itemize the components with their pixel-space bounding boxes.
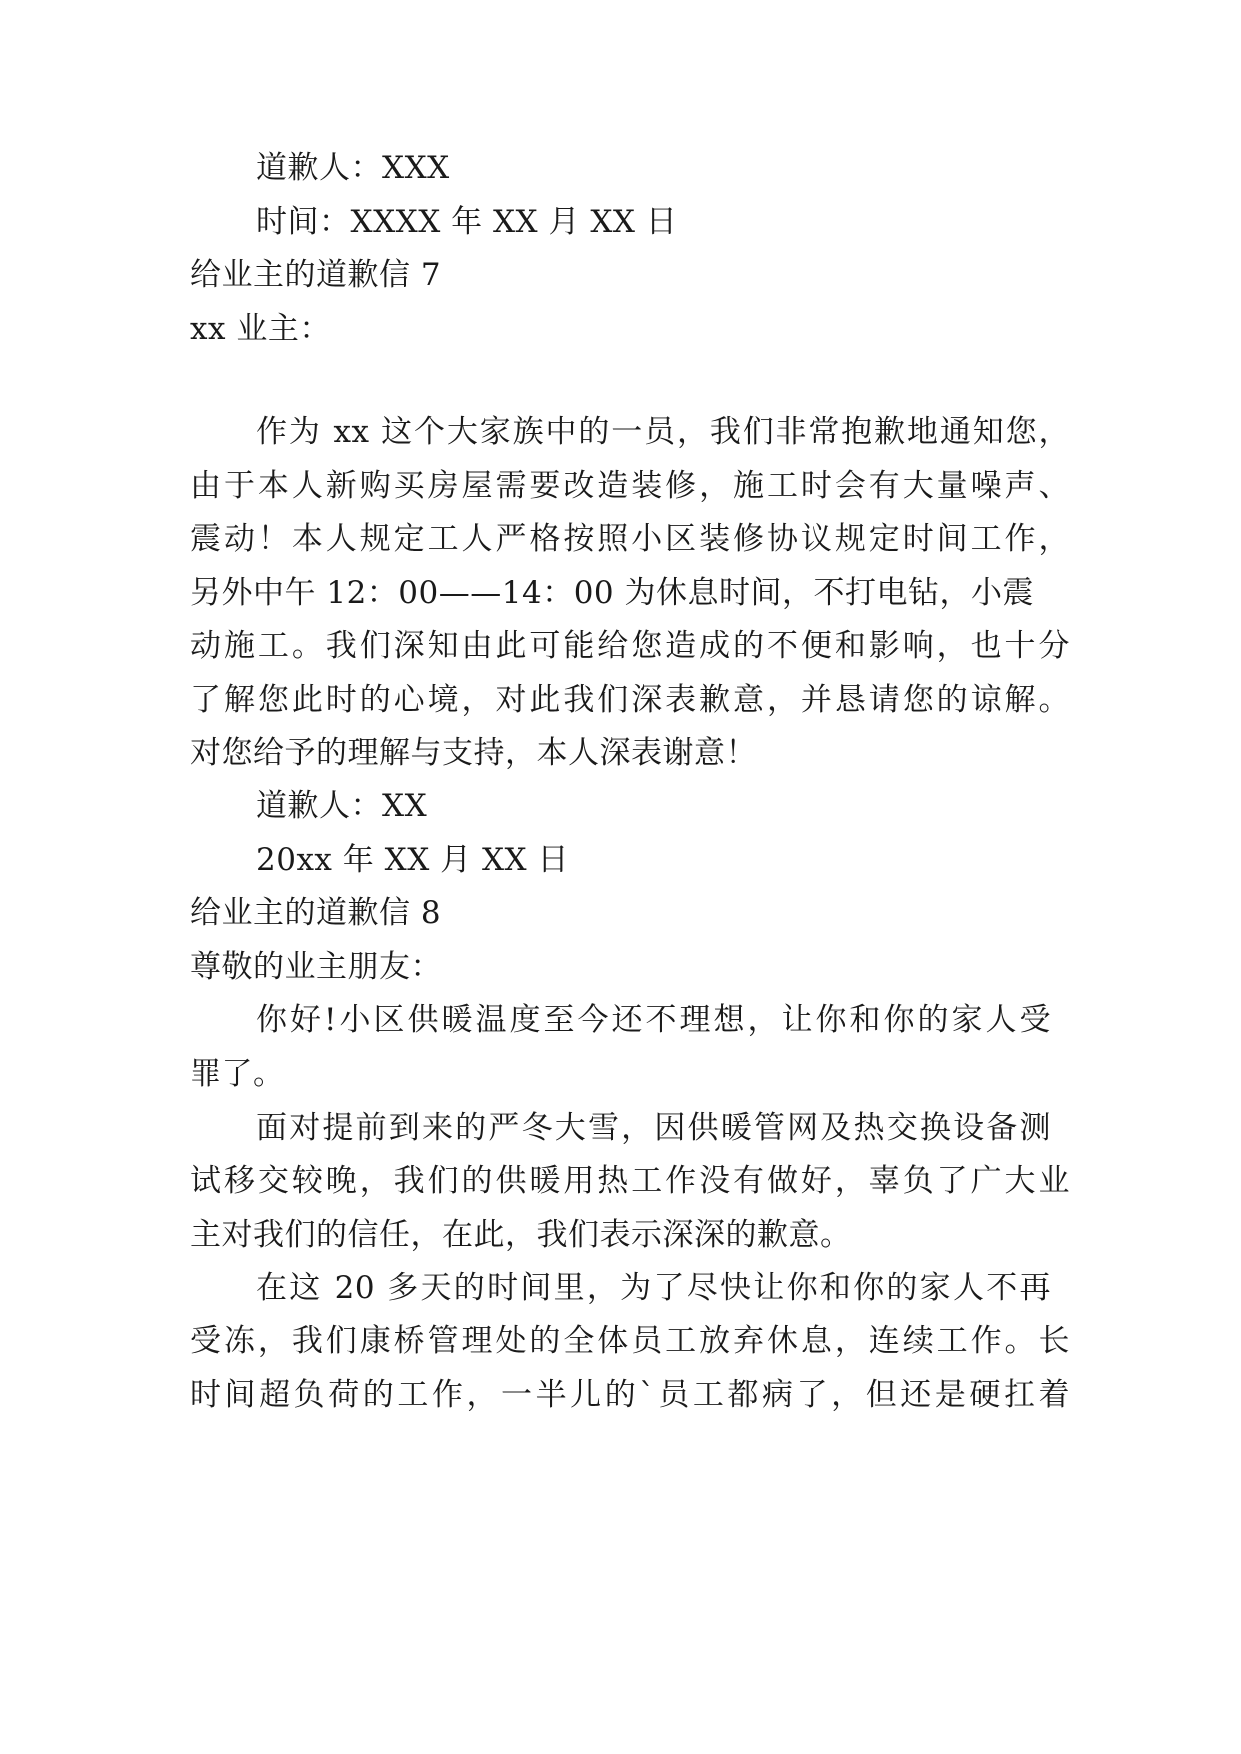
paragraph-line: 动施工。我们深知由此可能给您造成的不便和影响，也十分 — [190, 628, 1070, 664]
date-line-2: 20xx 年 XX 月 XX 日 — [256, 842, 569, 878]
paragraph-line: 时间超负荷的工作，一半儿的`员工都病了，但还是硬扛着 — [190, 1377, 1070, 1413]
paragraph-line: 面对提前到来的严冬大雪，因供暖管网及热交换设备测 — [256, 1110, 1051, 1146]
salutation-7: xx 业主： — [190, 311, 331, 347]
salutation-8: 尊敬的业主朋友： — [190, 949, 442, 985]
paragraph-line: 受冻，我们康桥管理处的全体员工放弃休息，连续工作。长 — [190, 1323, 1070, 1359]
signature-line-2: 道歉人：XX — [256, 788, 428, 824]
signature-line-1: 道歉人：XXX — [256, 150, 450, 186]
paragraph-line: 试移交较晚，我们的供暖用热工作没有做好，辜负了广大业 — [190, 1163, 1070, 1199]
date-line-1: 时间：XXXX 年 XX 月 XX 日 — [256, 204, 678, 240]
paragraph-line: 罪了。 — [190, 1056, 285, 1092]
paragraph-line: 由于本人新购买房屋需要改造装修，施工时会有大量噪声、 — [190, 468, 1070, 504]
paragraph-line: 对您给予的理解与支持，本人深表谢意！ — [190, 735, 757, 771]
letter-title-8: 给业主的道歉信 8 — [190, 895, 442, 931]
letter-title-7: 给业主的道歉信 7 — [190, 257, 442, 293]
paragraph-line: 你好!小区供暖温度至今还不理想，让你和你的家人受 — [256, 1002, 1051, 1038]
paragraph-line: 震动！本人规定工人严格按照小区装修协议规定时间工作， — [190, 521, 1070, 557]
paragraph-line: 在这 20 多天的时间里，为了尽快让你和你的家人不再 — [256, 1270, 1051, 1306]
paragraph-line: 了解您此时的心境，对此我们深表歉意，并恳请您的谅解。 — [190, 682, 1070, 718]
paragraph-line: 主对我们的信任，在此，我们表示深深的歉意。 — [190, 1217, 852, 1253]
paragraph-line: 作为 xx 这个大家族中的一员，我们非常抱歉地通知您， — [256, 414, 1070, 450]
paragraph-line: 另外中午 12：00——14：00 为休息时间，不打电钻，小震 — [190, 575, 1034, 611]
